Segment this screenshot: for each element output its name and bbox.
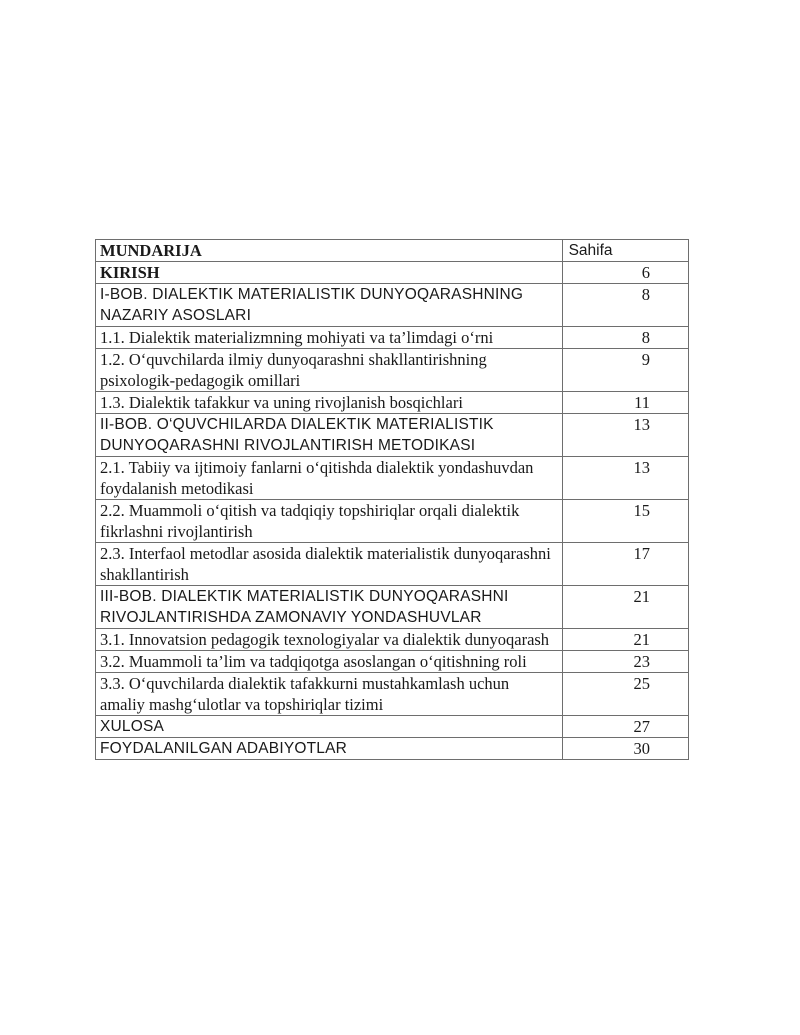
toc-row xyxy=(96,716,689,738)
toc-entry-page: 21 xyxy=(562,586,688,629)
toc-entry-title: 1.3. Dialektik tafakkur va uning rivojlanish bosqichlari xyxy=(96,392,563,414)
toc-row xyxy=(96,262,689,284)
toc-entry-title: I-BOB. DIALEKTIK MATERIALISTIK DUNYOQARASHNING NAZARIY ASOSLARI xyxy=(96,284,563,327)
toc-entry-page: 27 xyxy=(562,716,688,738)
toc-row xyxy=(96,349,689,392)
toc-row xyxy=(96,457,689,500)
toc-entry-title: 1.2. O‘quvchilarda ilmiy dunyoqarashni shakllantirishning psixologik-pedagogik omillari xyxy=(96,349,563,392)
toc-row xyxy=(96,414,689,457)
toc-row xyxy=(96,629,689,651)
toc-entry-page: 9 xyxy=(562,349,688,392)
toc-entry-page: 8 xyxy=(562,284,688,327)
toc-entry-page: 15 xyxy=(562,500,688,543)
toc-row xyxy=(96,284,689,327)
page-column-header: Sahifa xyxy=(562,240,688,262)
toc-entry-title: 3.1. Innovatsion pedagogik texnologiyalar va dialektik dunyoqarash xyxy=(96,629,563,651)
toc-entry-page: 21 xyxy=(562,629,688,651)
toc-entry-page: 13 xyxy=(562,414,688,457)
toc-row xyxy=(96,543,689,586)
toc-entry-title: 3.3. O‘quvchilarda dialektik tafakkurni mustahkamlash uchun amaliy mashg‘ulotlar va topshiriqlar tizimi xyxy=(96,673,563,716)
toc-entry-page: 25 xyxy=(562,673,688,716)
toc-entry-page: 17 xyxy=(562,543,688,586)
toc-entry-title: 2.3. Interfaol metodlar asosida dialektik materialistik dunyoqarashni shakllantirish xyxy=(96,543,563,586)
toc-entry-title: FOYDALANILGAN ADABIYOTLAR xyxy=(96,738,563,760)
toc-row xyxy=(96,327,689,349)
toc-entry-title: III-BOB. DIALEKTIK MATERIALISTIK DUNYOQARASHNI RIVOJLANTIRISHDA ZAMONAVIY YONDASHUVLAR xyxy=(96,586,563,629)
toc-entry-title: 1.1. Dialektik materializmning mohiyati va ta’limdagi o‘rni xyxy=(96,327,563,349)
toc-header-row xyxy=(96,240,689,262)
table-of-contents xyxy=(95,239,689,760)
toc-entry-page: 23 xyxy=(562,651,688,673)
toc-row xyxy=(96,738,689,760)
toc-entry-title: 2.1. Tabiiy va ijtimoiy fanlarni o‘qitishda dialektik yondashuvdan foydalanish metodikasi xyxy=(96,457,563,500)
toc-row xyxy=(96,392,689,414)
toc-entry-page: 30 xyxy=(562,738,688,760)
toc-entry-page: 13 xyxy=(562,457,688,500)
toc-entry-title: II-BOB. O‘QUVCHILARDA DIALEKTIK MATERIALISTIK DUNYOQARASHNI RIVOJLANTIRISH METODIKASI xyxy=(96,414,563,457)
toc-row xyxy=(96,500,689,543)
toc-entry-title: 2.2. Muammoli o‘qitish va tadqiqiy topshiriqlar orqali dialektik fikrlashni rivojlantirish xyxy=(96,500,563,543)
toc-heading: MUNDARIJA xyxy=(96,240,563,262)
toc-entry-title: 3.2. Muammoli ta’lim va tadqiqotga asoslangan o‘qitishning roli xyxy=(96,651,563,673)
toc-row xyxy=(96,651,689,673)
toc-entry-title: KIRISH xyxy=(96,262,563,284)
toc-row xyxy=(96,586,689,629)
toc-entry-page: 11 xyxy=(562,392,688,414)
toc-entry-page: 6 xyxy=(562,262,688,284)
toc-row xyxy=(96,673,689,716)
toc-entry-page: 8 xyxy=(562,327,688,349)
toc-entry-title: XULOSA xyxy=(96,716,563,738)
